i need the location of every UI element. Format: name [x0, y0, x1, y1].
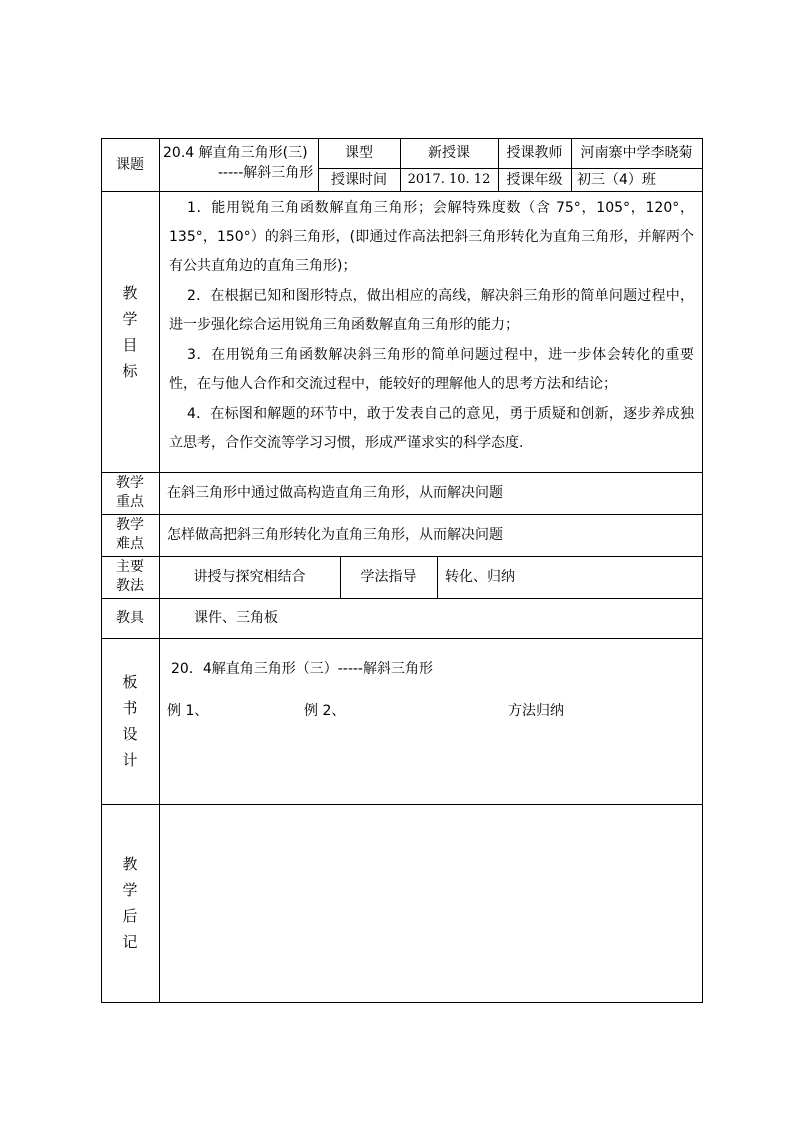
method-label: 主要 教法	[116, 559, 144, 594]
difficulty-text: 怎样做高把斜三角形转化为直角三角形，从而解决问题	[167, 527, 503, 543]
method-value: 讲授与探究相结合	[193, 569, 306, 585]
reflection-label: 教 学 后 记	[122, 855, 138, 951]
goals-label: 教 学 目 标	[122, 283, 138, 380]
time-value: 2017. 10. 12	[407, 171, 491, 187]
board-summary: 方法归纳	[508, 703, 564, 719]
grade-label: 授课年级	[506, 171, 563, 188]
topic-title	[159, 138, 318, 191]
tools-value: 课件、三角板	[194, 610, 278, 626]
table-border-bottom	[101, 1002, 703, 1003]
difficulty-label: 教学 难点	[116, 517, 144, 552]
board-example-1: 例 1、	[167, 703, 209, 719]
grade-value: 初三（4）班	[577, 172, 656, 188]
board-content	[159, 638, 702, 804]
topic-line-2: -----解斜三角形	[218, 165, 314, 181]
topic-label: 课题	[116, 156, 144, 173]
time-label: 授课时间	[331, 171, 387, 188]
board-label: 板 书 设 计	[122, 673, 138, 769]
goal-item-4: 4．在标图和解题的环节中，敢于发表自己的意见，勇于质疑和创新，逐步养成独立思考，合作交流等学习习惯，形成严谨求实的科学态度.	[169, 406, 694, 451]
goal-item-1: 1．能用锐角三角函数解直角三角形；会解特殊度数（含 75°，105°，120°，135°，150°）的斜三角形，(即通过作高法把斜三角形转化为直角三角形，并解两个有公共直角边的直角三角形)；	[169, 200, 694, 274]
teacher-label: 授课教师	[506, 145, 563, 161]
tools-label: 教具	[116, 610, 144, 626]
topic-line-1: 20.4 解直角三角形(三)	[163, 145, 308, 161]
board-title: 20．4解直角三角形（三）-----解斜三角形	[171, 661, 433, 677]
goal-item-3: 3．在用锐角三角函数解决斜三角形的简单问题过程中，进一步体会转化的重要性，在与他人合作和交流过程中，能较好的理解他人的思考方法和结论；	[169, 347, 694, 392]
focus-label: 教学 重点	[116, 475, 144, 510]
type-label: 课型	[345, 145, 373, 161]
focus-text: 在斜三角形中通过做高构造直角三角形，从而解决问题	[167, 485, 503, 501]
study-guide-value: 转化、归纳	[445, 569, 515, 585]
study-guide-label: 学法指导	[360, 569, 417, 585]
reflection-content[interactable]	[159, 804, 702, 1002]
goals-content	[159, 191, 702, 472]
teacher-value: 河南寨中学李晓菊	[580, 145, 693, 161]
board-example-2: 例 2、	[304, 703, 346, 719]
table-border-right	[702, 138, 703, 1002]
goal-item-2: 2．在根据已知和图形特点，做出相应的高线，解决斜三角形的简单问题过程中，进一步强化综合运用锐角三角函数解直角三角形的能力；	[169, 288, 694, 333]
type-value: 新授课	[428, 145, 470, 161]
